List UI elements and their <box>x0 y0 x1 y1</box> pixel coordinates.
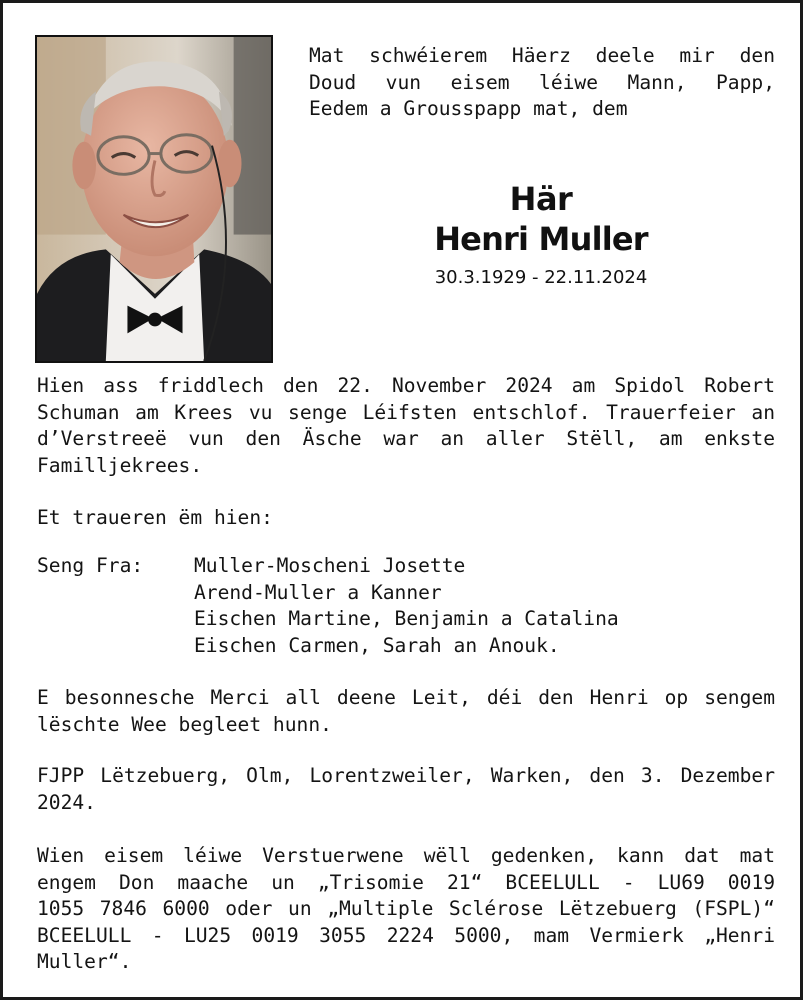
paragraph-passing <box>37 373 775 479</box>
deceased-name: Henri Muller <box>434 220 648 258</box>
text-line: Schuman am Krees vu senge Léifsten entschlof. Trauerfeier an <box>37 400 775 424</box>
mourner-name: Muller-Moscheni Josette <box>194 554 466 577</box>
text-line: d’Verstreeë vun den Äsche war an aller Stëll, am enkste <box>37 427 775 450</box>
text-line: E besonnesche Merci all deene Leit, déi den Henri op sengem <box>37 686 775 709</box>
text-line: 2024. <box>37 790 96 814</box>
portrait-photo <box>35 35 273 363</box>
mourner-name: Eischen Martine, Benjamin a Catalina <box>194 607 619 630</box>
intro-line: Mat schwéierem Häerz deele mir den <box>309 44 775 67</box>
portrait-illustration <box>37 37 271 361</box>
mourners-label: Seng Fra: <box>37 554 144 577</box>
mourner-name: Arend-Muller a Kanner <box>194 580 442 604</box>
text-line: BCEELULL - LU25 0019 3055 2224 5000, mam Vermierk „Henri <box>37 923 775 947</box>
text-line: engem Don maache un „Trisomie 21“ BCEELULL - LU69 0019 <box>37 870 775 894</box>
intro-text <box>309 43 775 123</box>
paragraph-thanks <box>37 685 775 738</box>
life-dates: 30.3.1929 - 22.11.2024 <box>434 267 648 288</box>
text-line: Et traueren ëm hien: <box>37 506 273 529</box>
deceased-name-block <box>383 179 699 259</box>
text-line: FJPP Lëtzebuerg, Olm, Lorentzweiler, Warken, den 3. Dezember <box>37 764 775 787</box>
text-line: Hien ass friddlech den 22. November 2024 am Spidol Robert <box>37 374 775 397</box>
mourners-names <box>194 553 619 659</box>
text-line: lëschte Wee begleet hunn. <box>37 712 332 736</box>
paragraph-place-date <box>37 763 775 816</box>
text-line: Muller“. <box>37 950 132 973</box>
paragraph-donation <box>37 843 775 976</box>
text-line: Wien eisem léiwe Verstuerwene wëll gedenken, kann dat mat <box>37 844 775 867</box>
text-line: 1055 7846 6000 oder un „Multiple Sclérose Lëtzebuerg (FSPL)“ <box>37 897 775 920</box>
honorific-title: Här <box>509 180 573 218</box>
intro-line: Eedem a Grousspapp mat, dem <box>309 97 628 120</box>
mourner-name: Eischen Carmen, Sarah an Anouk. <box>194 633 560 657</box>
text-line: Familljekrees. <box>37 453 203 477</box>
paragraph-mourning <box>37 505 775 532</box>
intro-line: Doud vun eisem léiwe Mann, Papp, <box>309 70 775 94</box>
